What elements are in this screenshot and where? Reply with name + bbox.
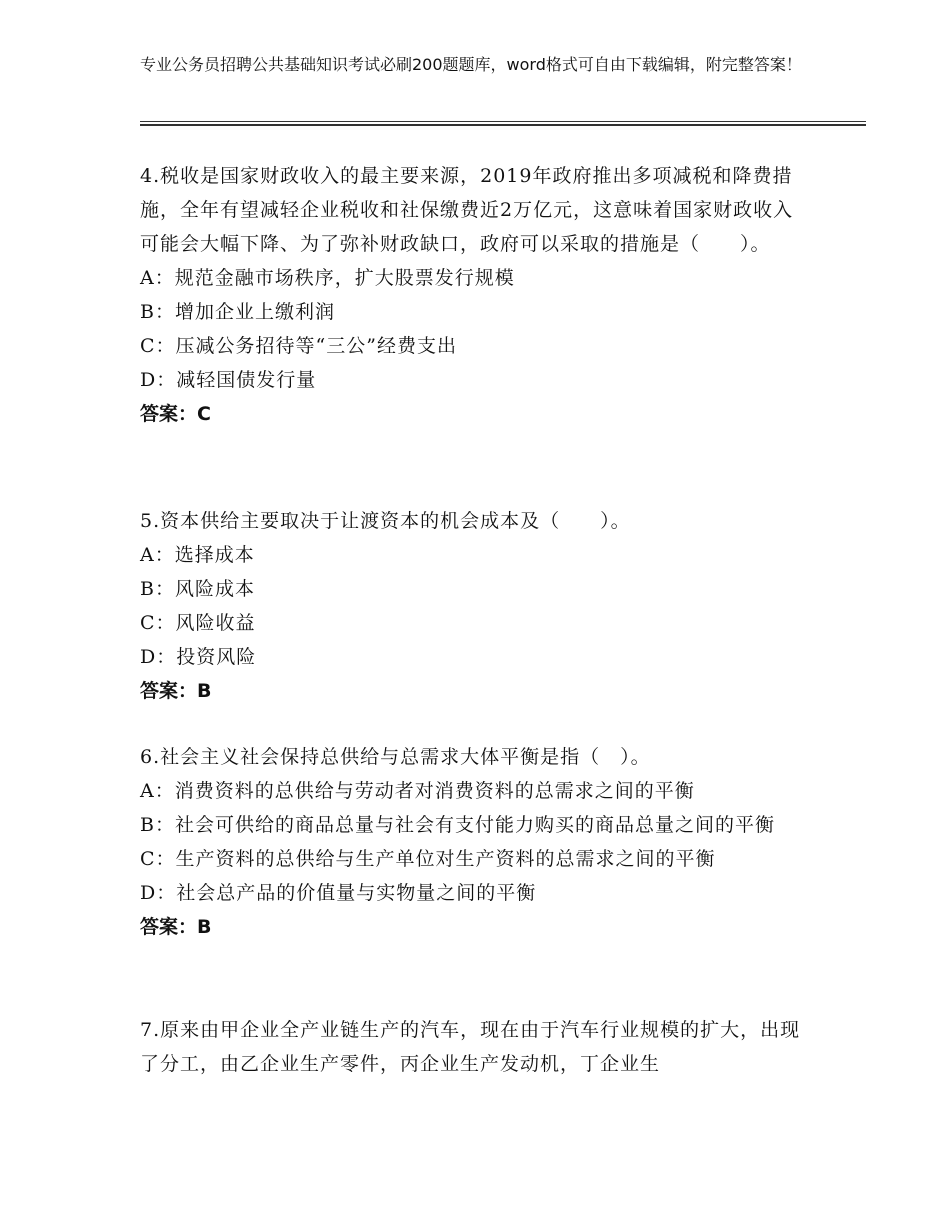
option-d: D：社会总产品的价值量与实物量之间的平衡	[140, 882, 537, 904]
option-b: B：风险成本	[140, 578, 255, 600]
question-stem: 7.原来由甲企业全产业链生产的汽车，现在由于汽车行业规模的扩大，出现了分工，由乙企业生产零件，丙企业生产发动机，丁企业生	[140, 1019, 801, 1075]
question-4	[140, 159, 810, 431]
option-a: A：规范金融市场秩序，扩大股票发行规模	[140, 267, 515, 289]
answer: 答案：B	[140, 680, 212, 702]
option-c: C：压减公务招待等“三公”经费支出	[140, 335, 457, 357]
option-c: C：风险收益	[140, 612, 256, 634]
header-divider-thick	[140, 124, 866, 126]
option-b: B：增加企业上缴利润	[140, 301, 335, 323]
option-d: D：减轻国债发行量	[140, 369, 317, 391]
header-divider-thin	[140, 121, 866, 122]
page-header: 专业公务员招聘公共基础知识考试必刷200题题库，word格式可自由下载编辑，附完整答案！	[140, 55, 802, 74]
question-5	[140, 504, 810, 708]
answer: 答案：B	[140, 916, 212, 938]
option-a: A：选择成本	[140, 544, 255, 566]
question-stem: 4.税收是国家财政收入的最主要来源，2019年政府推出多项减税和降费措施，全年有望减轻企业税收和社保缴费近2万亿元，这意味着国家财政收入可能会大幅下降、为了弥补财政缺口，政府可以采取的措施是（ ）。	[140, 165, 794, 255]
option-c: C：生产资料的总供给与生产单位对生产资料的总需求之间的平衡	[140, 848, 716, 870]
option-b: B：社会可供给的商品总量与社会有支付能力购买的商品总量之间的平衡	[140, 814, 775, 836]
option-a: A：消费资料的总供给与劳动者对消费资料的总需求之间的平衡	[140, 780, 695, 802]
question-stem: 5.资本供给主要取决于让渡资本的机会成本及（ ）。	[140, 510, 631, 532]
answer: 答案：C	[140, 403, 211, 425]
option-d: D：投资风险	[140, 646, 257, 668]
question-7	[140, 1013, 810, 1081]
question-stem: 6.社会主义社会保持总供给与总需求大体平衡是指（ ）。	[140, 746, 651, 768]
question-6	[140, 740, 810, 944]
